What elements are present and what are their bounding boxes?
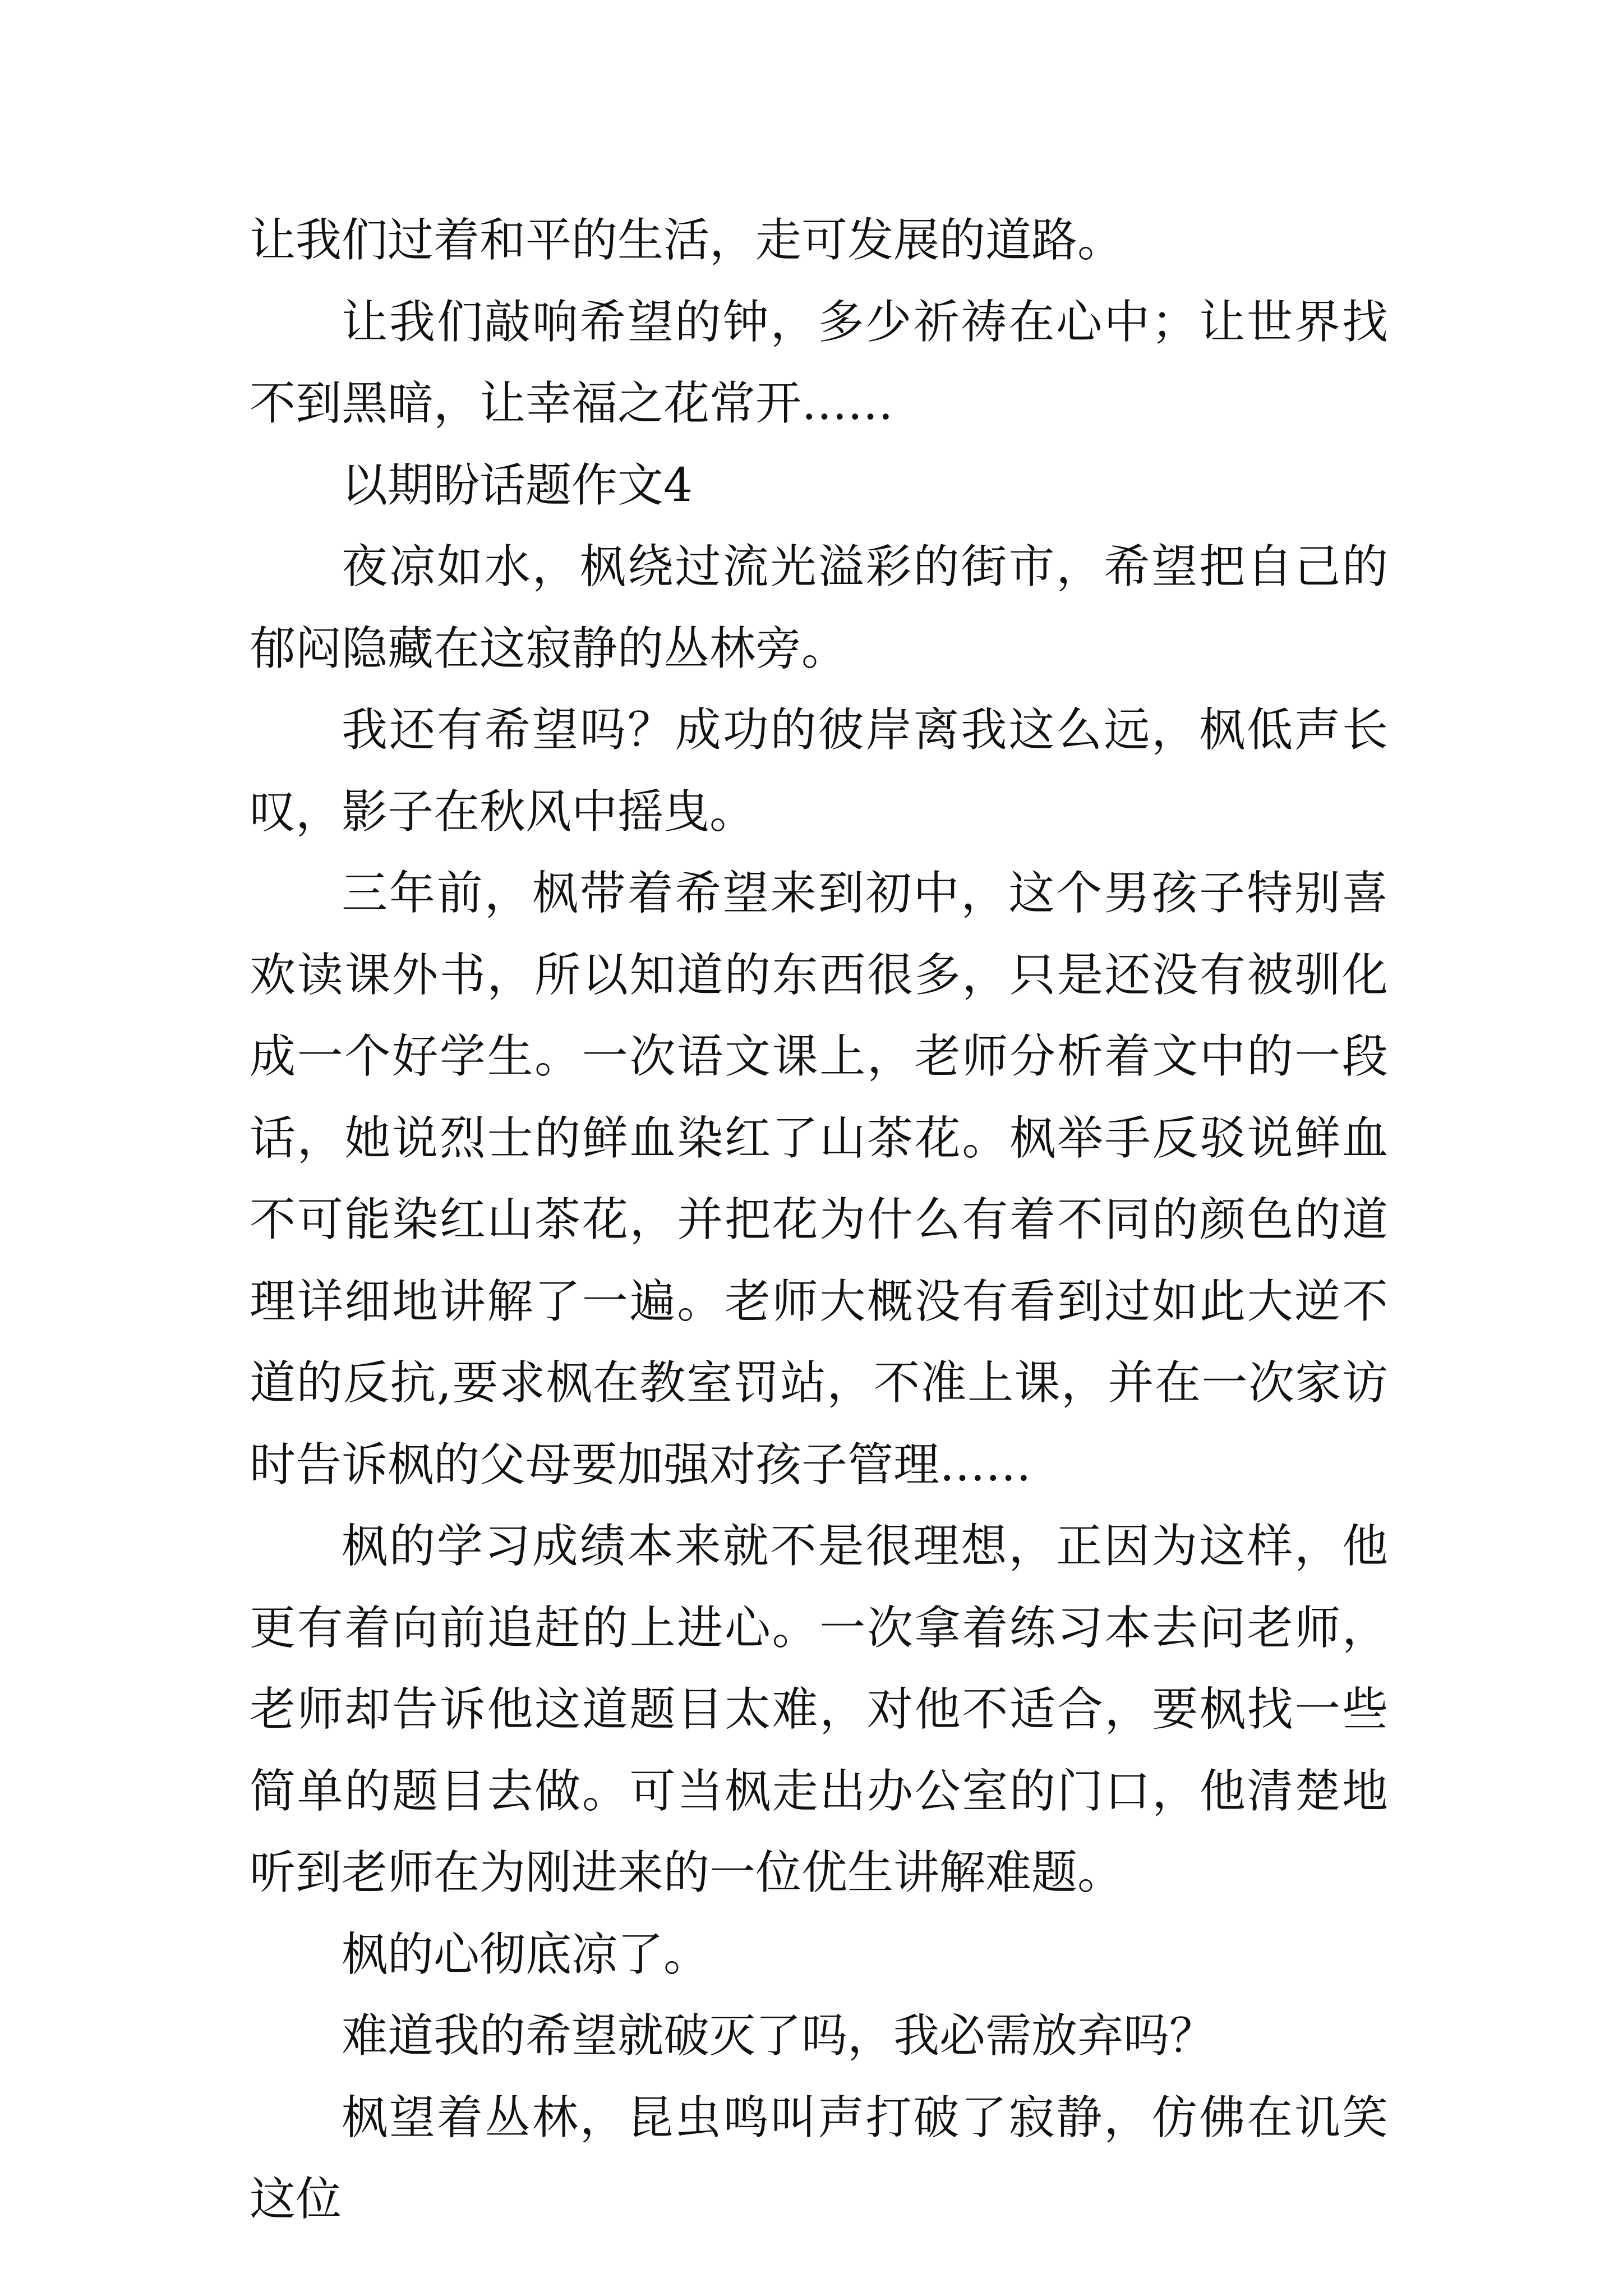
paragraph: 让我们敲响希望的钟，多少祈祷在心中；让世界找不到黑暗，让幸福之花常开…… [250,295,1388,430]
paragraph: 让我们过着和平的生活，走可发展的道路。 [250,214,1124,267]
paragraph: 难道我的希望就破灭了吗，我必需放弃吗？ [342,2009,1216,2063]
paragraph: 夜凉如水，枫绕过流光溢彩的街市，希望把自己的郁闷隐藏在这寂静的丛林旁。 [250,540,1388,675]
paragraph: 枫的学习成绩本来就不是很理想，正因为这样，他更有着向前追赶的上进心。一次拿着练习本去问老师，老师却告诉他这道题目太难，对他不适合，要枫找一些简单的题目去做。可当枫走出办公室的门口，他清楚地听到老师在为刚进来的一位优生讲解难题。 [250,1520,1388,1899]
section-heading: 以期盼话题作文4 [342,458,693,512]
paragraph: 枫的心彻底凉了。 [342,1927,710,1981]
paragraph: 三年前，枫带着希望来到初中，这个男孩子特别喜欢读课外书，所以知道的东西很多，只是还没有被驯化成一个好学生。一次语文课上，老师分析着文中的一段话，她说烈士的鲜血染红了山茶花。枫举手反驳说鲜血不可能染红山茶花，并把花为什么有着不同的颜色的道理详细地讲解了一遍。老师大概没有看到过如此大逆不道的反抗,要求枫在教室罚站，不准上课，并在一次家访时告诉枫的父母要加强对孩子管理…… [250,867,1388,1492]
document-body [250,200,1388,2240]
paragraph: 枫望着丛林，昆虫鸣叫声打破了寂静，仿佛在讥笑这位 [250,2091,1388,2226]
paragraph: 我还有希望吗？成功的彼岸离我这么远，枫低声长叹，影子在秋风中摇曳。 [250,703,1388,839]
